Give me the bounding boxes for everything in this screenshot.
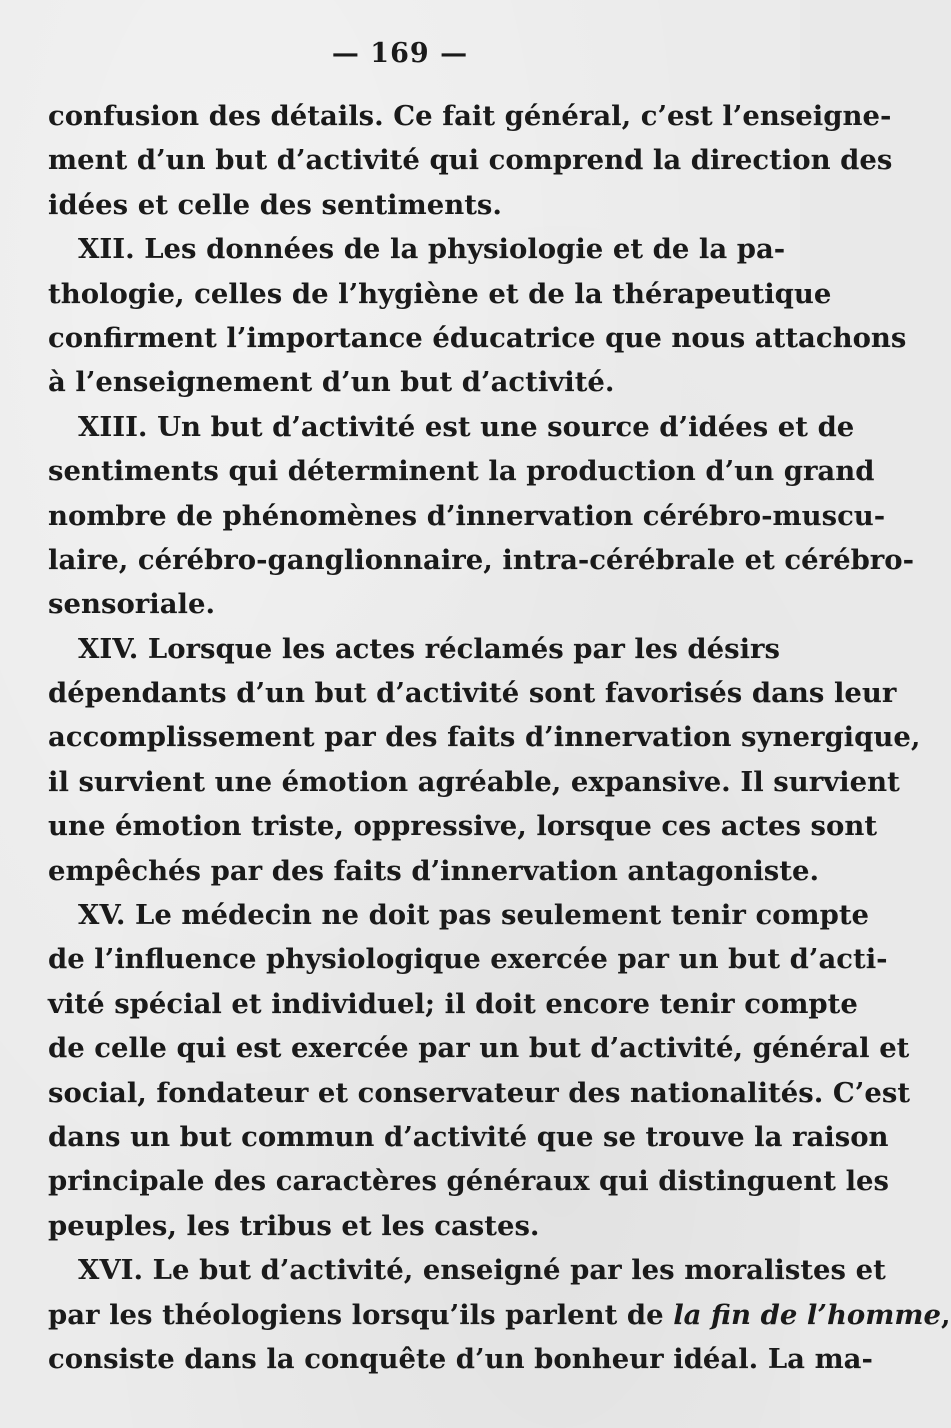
text-line: XVI. Le but d’activité, enseigné par les moralistes et bbox=[78, 1254, 886, 1287]
text-line: de celle qui est exercée par un but d’activité, général et bbox=[48, 1032, 910, 1065]
text-line: ment d’un but d’activité qui comprend la direction des bbox=[48, 144, 893, 177]
text-line: nombre de phénomènes d’innervation cérébro-muscu- bbox=[48, 499, 886, 532]
text-line: thologie, celles de l’hygiène et de la thérapeutique bbox=[48, 277, 832, 310]
text-line: laire, cérébro-ganglionnaire, intra-cérébrale et cérébro- bbox=[48, 543, 915, 576]
text-line: principale des caractères généraux qui distinguent les bbox=[48, 1165, 889, 1198]
text-line: accomplissement par des faits d’innervation synergique, bbox=[48, 721, 921, 754]
text-line: dans un but commun d’activité que se trouve la raison bbox=[48, 1120, 889, 1153]
text-line: peuples, les tribus et les castes. bbox=[48, 1209, 540, 1242]
text-line: consiste dans la conquête d’un bonheur idéal. La ma- bbox=[48, 1342, 873, 1375]
text-line: sentiments qui déterminent la production d’un grand bbox=[48, 455, 875, 488]
text-line: empêchés par des faits d’innervation antagoniste. bbox=[48, 854, 820, 887]
text-segment: , bbox=[940, 1298, 951, 1331]
text-line: une émotion triste, oppressive, lorsque ces actes sont bbox=[48, 810, 878, 843]
text-line: à l’enseignement d’un but d’activité. bbox=[48, 366, 615, 399]
text-line: il survient une émotion agréable, expansive. Il survient bbox=[48, 765, 900, 798]
page-number: — 169 — bbox=[331, 38, 469, 69]
text-line: confusion des détails. Ce fait général, c’est l’enseigne- bbox=[48, 100, 892, 132]
text-line: dépendants d’un but d’activité sont favorisés dans leur bbox=[48, 677, 897, 710]
text-line: XII. Les données de la physiologie et de la pa- bbox=[78, 233, 786, 266]
text-line: vité spécial et individuel; il doit encore tenir compte bbox=[48, 987, 858, 1020]
text-line: social, fondateur et conservateur des nationalités. C’est bbox=[48, 1076, 911, 1109]
body-text bbox=[48, 94, 951, 1381]
text-line: XIII. Un but d’activité est une source d’idées et de bbox=[78, 410, 855, 443]
italic-phrase: la fin de l’homme bbox=[673, 1298, 941, 1331]
text-line: de l’influence physiologique exercée par un but d’acti- bbox=[48, 943, 888, 976]
text-line bbox=[48, 1293, 951, 1337]
text-segment: par les théologiens lorsqu’ils parlent de bbox=[48, 1298, 674, 1331]
text-line: XIV. Lorsque les actes réclamés par les désirs bbox=[78, 632, 781, 665]
text-line: confirment l’importance éducatrice que nous attachons bbox=[48, 321, 907, 354]
text-line: XV. Le médecin ne doit pas seulement tenir compte bbox=[78, 899, 870, 932]
text-line: idées et celle des sentiments. bbox=[48, 188, 502, 221]
text-line: sensoriale. bbox=[48, 588, 216, 621]
